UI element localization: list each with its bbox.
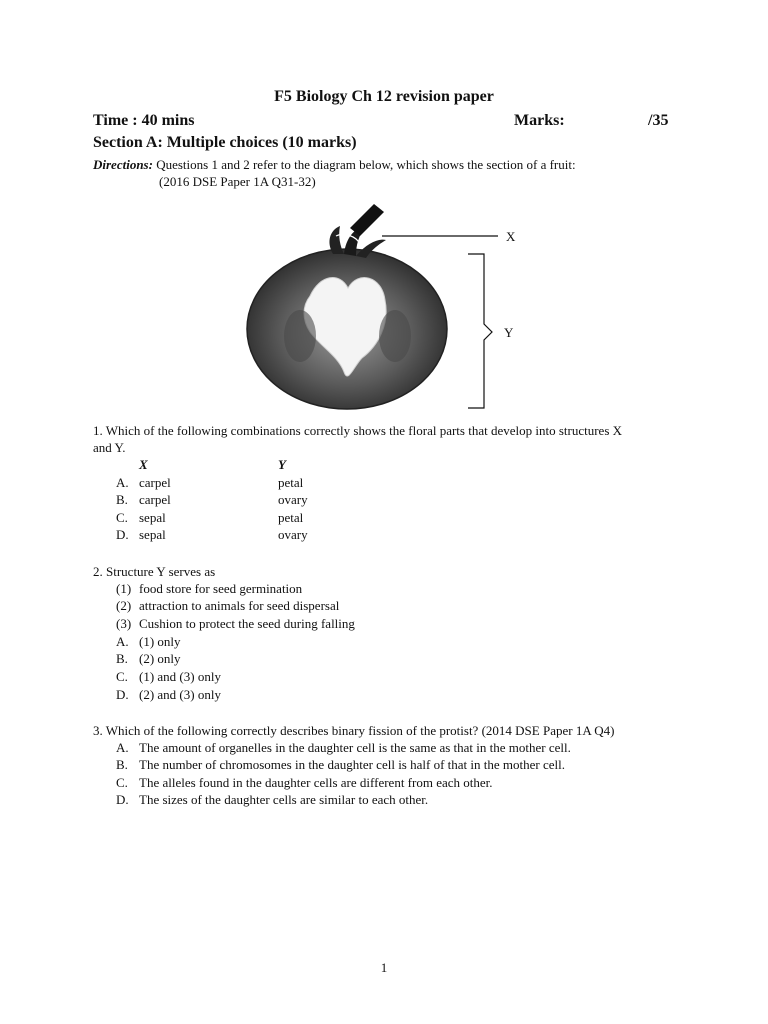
- q2-statement-text: food store for seed germination: [139, 581, 303, 596]
- option-text: (1) only: [139, 634, 181, 649]
- option-x: sepal: [139, 527, 166, 542]
- option-x: sepal: [139, 510, 166, 525]
- q2-statement-text: Cushion to protect the seed during falling: [139, 616, 355, 631]
- option-letter: D.: [116, 792, 129, 807]
- directions-text: Questions 1 and 2 refer to the diagram below, which shows the section of a fruit:: [156, 157, 576, 172]
- q2-stem: 2. Structure Y serves as: [93, 564, 216, 579]
- time-label: Time : 40 mins: [93, 112, 195, 129]
- option-text: The alleles found in the daughter cells are different from each other.: [139, 775, 493, 790]
- q2-statement-num: (1): [116, 581, 132, 596]
- q1-col-y-header: Y: [278, 457, 286, 472]
- option-letter: C.: [116, 510, 128, 525]
- option-text: The number of chromosomes in the daughter cell is half of that in the mother cell.: [139, 757, 565, 772]
- option-letter: A.: [116, 740, 129, 755]
- q1-stem-line2: and Y.: [93, 440, 126, 455]
- directions-source: (2016 DSE Paper 1A Q31-32): [159, 174, 316, 189]
- option-letter: A.: [116, 475, 129, 490]
- q2-statement-num: (3): [116, 616, 132, 631]
- q3-stem: 3. Which of the following correctly describes binary fission of the protist? (2014 DSE Paper 1A Q4): [93, 723, 615, 738]
- option-letter: C.: [116, 775, 128, 790]
- q1-stem-line1: 1. Which of the following combinations correctly shows the floral parts that develop into structures X: [93, 423, 623, 438]
- marks-total: /35: [648, 112, 669, 129]
- option-letter: D.: [116, 527, 129, 542]
- option-y: ovary: [278, 527, 308, 542]
- option-letter: C.: [116, 669, 128, 684]
- option-text: The sizes of the daughter cells are similar to each other.: [139, 792, 429, 807]
- option-x: carpel: [139, 492, 171, 507]
- option-letter: B.: [116, 492, 128, 507]
- option-text: (1) and (3) only: [139, 669, 221, 684]
- label-y: Y: [504, 325, 514, 340]
- fruit-section-diagram: [240, 196, 540, 416]
- option-letter: D.: [116, 687, 129, 702]
- q1-col-x-header: X: [139, 457, 148, 472]
- paper-title: F5 Biology Ch 12 revision paper: [274, 88, 494, 105]
- option-text: (2) and (3) only: [139, 687, 221, 702]
- q2-statement-num: (2): [116, 598, 132, 613]
- option-letter: B.: [116, 757, 128, 772]
- y-bracket: [468, 254, 492, 408]
- option-y: ovary: [278, 492, 308, 507]
- option-letter: A.: [116, 634, 129, 649]
- directions: [93, 156, 733, 174]
- option-text: The amount of organelles in the daughter cell is the same as that in the mother cell.: [139, 740, 571, 755]
- directions-label: Directions:: [93, 157, 153, 172]
- option-text: (2) only: [139, 651, 181, 666]
- label-x: X: [506, 229, 516, 244]
- option-y: petal: [278, 510, 304, 525]
- q2-statement-text: attraction to animals for seed dispersal: [139, 598, 340, 613]
- option-letter: B.: [116, 651, 128, 666]
- option-y: petal: [278, 475, 304, 490]
- option-x: carpel: [139, 475, 171, 490]
- section-heading: Section A: Multiple choices (10 marks): [93, 134, 357, 151]
- page-number: 1: [380, 960, 388, 975]
- marks-label: Marks:: [514, 112, 565, 129]
